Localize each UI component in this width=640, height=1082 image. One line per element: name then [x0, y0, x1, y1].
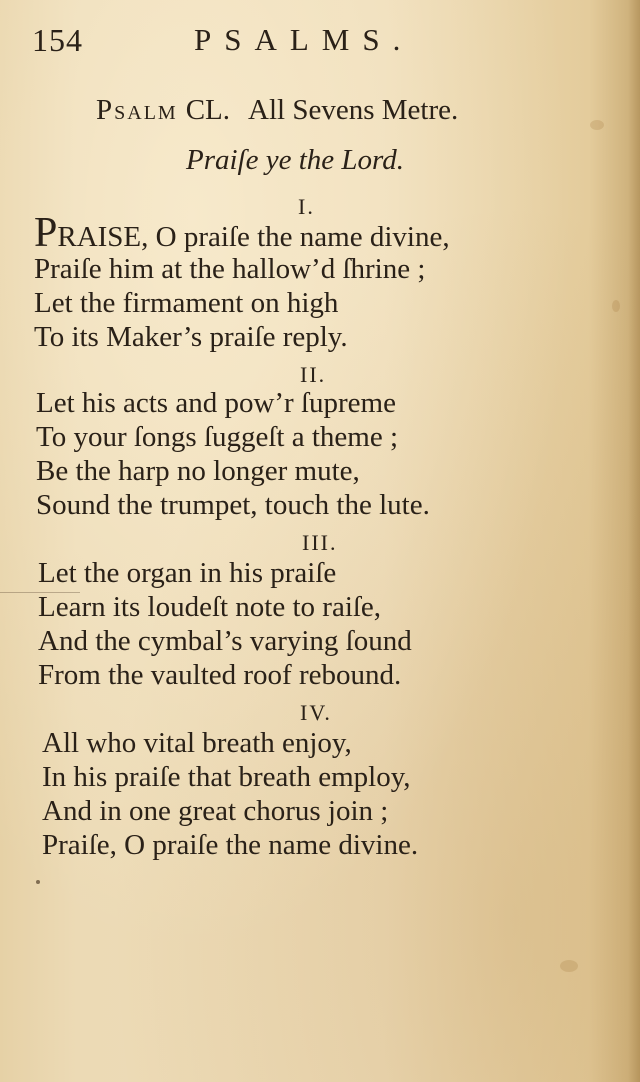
- stanza-number: IV.: [300, 700, 332, 725]
- verse-line: Let his acts and pow’r ſupreme: [36, 387, 396, 419]
- verse-line: Praiſe, O praiſe the name divine.: [42, 829, 419, 861]
- stanza-number: II.: [300, 362, 327, 387]
- drop-cap: P: [34, 210, 58, 256]
- psalm-heading: [96, 94, 458, 127]
- verse-line: From the vaulted roof rebound.: [38, 659, 402, 691]
- verse-line: Be the harp no longer mute,: [36, 455, 360, 487]
- page-edge-shadow: [628, 0, 640, 1082]
- stanza-number: I.: [298, 194, 315, 219]
- running-head: PSALMS.: [194, 22, 414, 57]
- paper-stain: [560, 960, 578, 972]
- verse-line: And the cymbal’s varying ſound: [38, 625, 412, 657]
- paper-stain: [36, 880, 40, 884]
- psalm-metre: All Sevens Metre.: [248, 94, 459, 126]
- verse-line: Let the organ in his praiſe: [38, 557, 337, 589]
- verse-line: Learn its loudeſt note to raiſe,: [38, 591, 382, 623]
- verse-line: And in one great chorus join ;: [42, 795, 389, 827]
- psalm-heading-number: CL.: [185, 94, 231, 126]
- verse-line: In his praiſe that breath employ,: [42, 761, 411, 793]
- stanza-number: III.: [302, 530, 338, 555]
- verse-line: Praiſe him at the hallow’d ſhrine ;: [34, 253, 426, 285]
- verse-line: Let the firmament on high: [34, 287, 339, 319]
- psalm-heading-prefix: Psalm: [96, 94, 178, 126]
- paper-stain: [612, 300, 620, 312]
- verse-line: [34, 210, 450, 256]
- verse-line: To its Maker’s praiſe reply.: [34, 321, 348, 353]
- verse-line: All who vital breath enjoy,: [42, 727, 352, 759]
- paper-stain: [590, 120, 604, 130]
- page-number: 154: [32, 22, 83, 58]
- first-line-text: RAISE, O praiſe the name divine,: [57, 221, 450, 253]
- psalm-subtitle: Praiſe ye the Lord.: [186, 144, 404, 176]
- verse-line: Sound the trumpet, touch the lute.: [36, 489, 430, 521]
- verse-line: To your ſongs ſuggeſt a theme ;: [36, 421, 399, 453]
